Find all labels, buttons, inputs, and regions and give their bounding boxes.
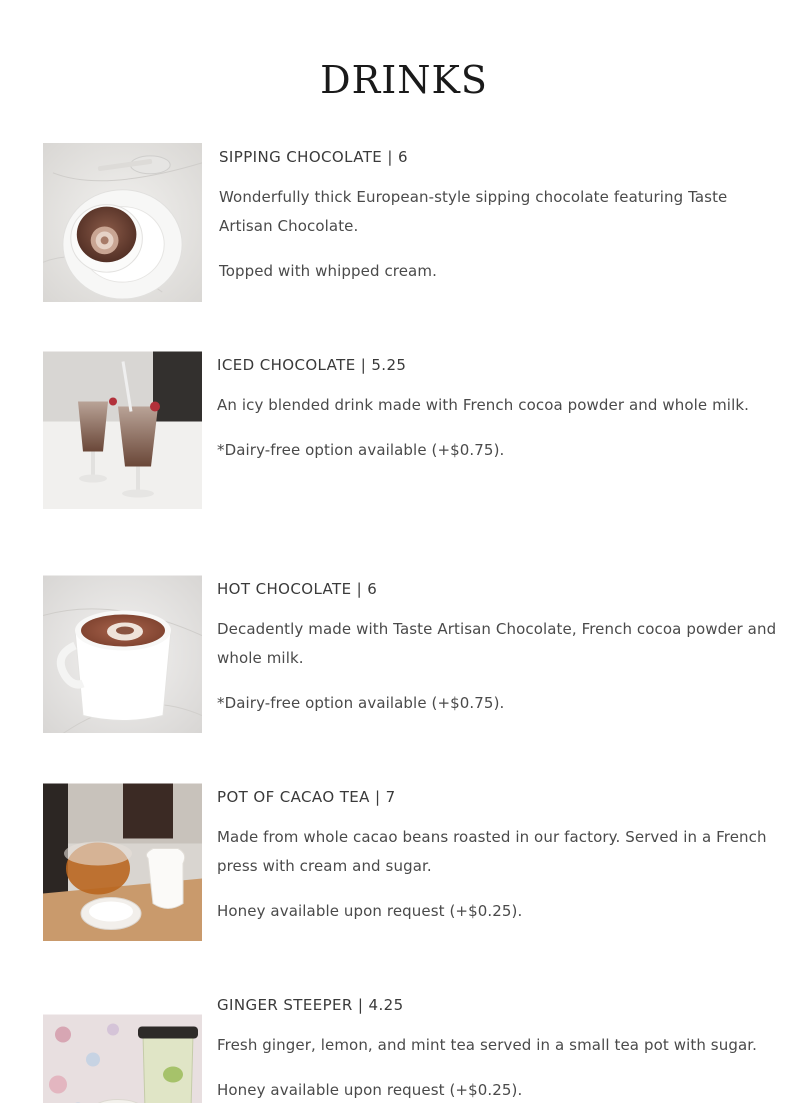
hot-chocolate-photo (43, 575, 202, 733)
item-name: SIPPING CHOCOLATE | 6 (219, 148, 408, 166)
item-description: An icy blended drink made with French cocoa powder and whole milk. (217, 396, 749, 414)
item-name: HOT CHOCOLATE | 6 (217, 580, 378, 598)
menu-item-text (217, 783, 777, 926)
iced-chocolate-photo (43, 351, 202, 509)
item-description: Made from whole cacao beans roasted in our factory. Served in a French press with cream and sugar. (217, 828, 767, 875)
item-description: Wonderfully thick European-style sipping chocolate featuring Taste Artisan Chocolate. (219, 188, 728, 235)
cacao-tea-photo (43, 783, 202, 941)
ginger-steeper-photo (43, 991, 202, 1103)
item-note: *Dairy-free option available (+$0.75). (217, 694, 505, 712)
item-name: GINGER STEEPER | 4.25 (217, 996, 404, 1014)
item-description: Fresh ginger, lemon, and mint tea served in a small tea pot with sugar. (217, 1036, 757, 1054)
item-name: POT OF CACAO TEA | 7 (217, 788, 396, 806)
item-note: *Dairy-free option available (+$0.75). (217, 441, 505, 459)
page-title: DRINKS (320, 58, 488, 102)
item-name: ICED CHOCOLATE | 5.25 (217, 356, 407, 374)
item-note: Topped with whipped cream. (219, 262, 437, 280)
menu-item-text (217, 575, 777, 718)
sipping-chocolate-photo (43, 143, 203, 303)
item-note: Honey available upon request (+$0.25). (217, 1081, 523, 1099)
item-note: Honey available upon request (+$0.25). (217, 902, 523, 920)
menu-item-text (217, 991, 777, 1105)
menu-item-text (217, 351, 777, 465)
item-description: Decadently made with Taste Artisan Chocolate, French cocoa powder and whole milk. (217, 620, 777, 667)
menu-item-text (219, 143, 779, 286)
